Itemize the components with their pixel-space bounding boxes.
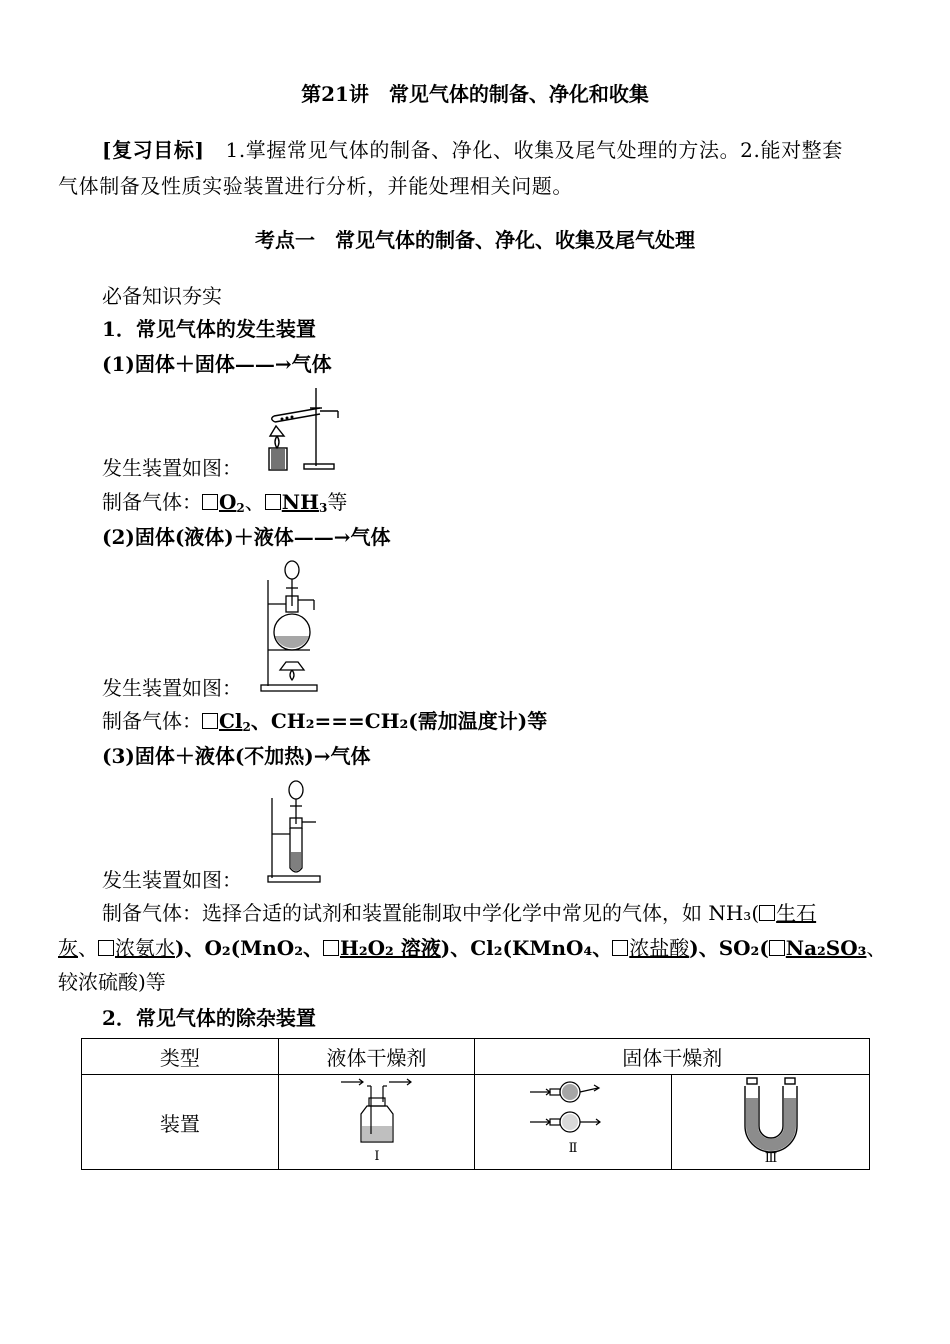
page-title: 第21讲 常见气体的制备、净化和收集 bbox=[301, 82, 649, 106]
fig3-label: Ⅲ bbox=[764, 1150, 777, 1164]
case3-o2-text: )、O₂(MnO₂、 bbox=[175, 936, 323, 960]
objectives-line2: 气体制备及性质实验装置进行分析，并能处理相关问题。 bbox=[58, 174, 573, 198]
section-title: 考点一 常见气体的制备、净化、收集及尾气处理 bbox=[255, 228, 695, 252]
answer-box-icon bbox=[769, 940, 785, 956]
case2-heading: (2)固体(液体)＋液体——→气体 bbox=[102, 525, 391, 549]
answer-box-icon bbox=[202, 494, 218, 510]
table-cell-fig2 bbox=[475, 1075, 672, 1170]
drying-tube-figure bbox=[528, 1076, 618, 1164]
fig2-label: Ⅱ bbox=[568, 1140, 578, 1156]
table-header-liquid: 液体干燥剂 bbox=[278, 1039, 475, 1075]
answer-a5: Na₂SO₃ bbox=[785, 936, 867, 960]
case1-suffix: 等 bbox=[327, 490, 348, 514]
case3-para-line1 bbox=[102, 899, 816, 927]
case3-para-prefix: 制备气体：选择合适的试剂和装置能制取中学化学中常见的气体，如 NH₃( bbox=[102, 901, 760, 925]
answer-cl2: $Cl_2$ bbox=[219, 709, 251, 734]
answer-box-icon bbox=[323, 940, 339, 956]
case3-heading: (3)固体＋液体(不加热)→气体 bbox=[102, 744, 371, 768]
wash-bottle-figure bbox=[337, 1076, 417, 1164]
answer-box-icon bbox=[612, 940, 628, 956]
table-cell-fig1 bbox=[278, 1075, 475, 1170]
table-header-type: 类型 bbox=[82, 1039, 279, 1075]
case2-gases-prefix: 制备气体： bbox=[102, 709, 202, 733]
answer-box-icon bbox=[98, 940, 114, 956]
answer-box-icon bbox=[202, 713, 218, 729]
table-header-solid: 固体干燥剂 bbox=[475, 1039, 870, 1075]
case1-figure-label: 发生装置如图： bbox=[102, 456, 242, 480]
case2-rest: 、CH₂===CH₂(需加温度计)等 bbox=[250, 709, 548, 733]
case1-gases-prefix: 制备气体： bbox=[102, 490, 202, 514]
answer-a3: H₂O₂ 溶液 bbox=[339, 936, 441, 960]
objectives-text1: 1.掌握常见气体的制备、净化、收集及尾气处理的方法。2.能对整套 bbox=[225, 138, 843, 162]
table-row-label: 装置 bbox=[82, 1075, 279, 1170]
heading-generation: 1．常见气体的发生装置 bbox=[102, 317, 316, 341]
fig1-label: Ⅰ bbox=[373, 1148, 380, 1164]
case3-cl2-text: )、Cl₂(KMnO₄、 bbox=[440, 936, 613, 960]
case2-gases bbox=[102, 707, 547, 741]
case3-para-line2: 灰、 浓氨水)、O₂(MnO₂、 H₂O₂ 溶液)、Cl₂(KMnO₄、 浓盐酸)、SO₂( Na₂SO₃、 bbox=[58, 936, 887, 960]
knowledge-label: 必备知识夯实 bbox=[102, 284, 222, 308]
answer-box-icon bbox=[759, 905, 775, 921]
unheated-apparatus-figure bbox=[264, 778, 324, 884]
case2-figure-label: 发生装置如图： bbox=[102, 676, 242, 700]
solid-heating-apparatus-figure bbox=[262, 386, 344, 474]
answer-a2: 浓氨水 bbox=[115, 936, 175, 960]
answer-o2: $O_2$ bbox=[219, 490, 245, 515]
case1-heading: (1)固体＋固体——→气体 bbox=[102, 352, 332, 376]
answer-a1-cont: 灰 bbox=[58, 936, 78, 960]
answer-nh3: $NH_3$ bbox=[281, 490, 328, 515]
objectives-label: [复习目标] bbox=[102, 138, 205, 162]
heated-flask-apparatus-figure bbox=[258, 558, 320, 694]
heading-purification: 2．常见气体的除杂装置 bbox=[102, 1006, 316, 1030]
case3-figure-label: 发生装置如图： bbox=[102, 868, 242, 892]
purification-table bbox=[81, 1038, 870, 1170]
separator: 、 bbox=[244, 490, 265, 514]
case3-para-line3: 较浓硫酸)等 bbox=[58, 970, 166, 994]
answer-box-icon bbox=[265, 494, 281, 510]
u-tube-figure bbox=[731, 1076, 811, 1164]
objectives-line1 bbox=[102, 136, 843, 164]
table-cell-fig3 bbox=[672, 1075, 870, 1170]
case3-so2-text: )、SO₂( bbox=[689, 936, 769, 960]
case1-gases bbox=[102, 488, 347, 522]
answer-a1: 生石 bbox=[776, 901, 817, 925]
answer-a4: 浓盐酸 bbox=[629, 936, 690, 960]
